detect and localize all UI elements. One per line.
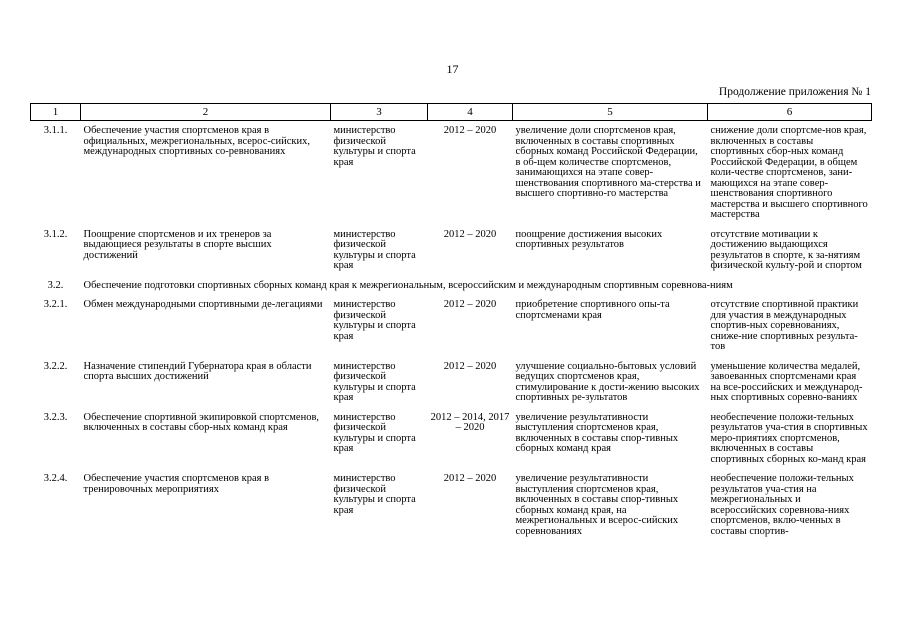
expected-result: увеличение результативности выступления спортсменов края, включенных в составы спор-тивных сборных команд края xyxy=(515,411,679,454)
column-header-3: 3 xyxy=(331,104,428,121)
measure-name: Обмен международными спортивными де-легациями xyxy=(83,299,323,310)
responsible-executor: министерство физической культуры и спорта края xyxy=(333,125,416,168)
row-number: 3.2.3. xyxy=(43,411,68,423)
row-number: 3.2.2. xyxy=(43,360,68,372)
table-row xyxy=(31,295,872,357)
table-row xyxy=(31,121,872,225)
non-implementation-consequence: снижение доли спортсме-нов края, включенных в составы спортивных сбор-ных команд Российской Федерации, в общем коли-честве спортсменов, зани-мающихся на этапе совер-шенствования спортивного мастерства и высшего спортивного мастерства xyxy=(710,125,868,220)
measure-name: Назначение стипендий Губернатора края в области спорта высших достижений xyxy=(83,360,312,382)
responsible-executor: министерство физической культуры и спорта края xyxy=(333,411,416,454)
appendix-continuation-label: Продолжение приложения № 1 xyxy=(718,86,871,98)
implementation-period: 2012 – 2020 xyxy=(443,228,497,240)
column-header-5: 5 xyxy=(513,104,708,121)
non-implementation-consequence: необеспечение положи-тельных результатов уча-стия на межрегиональных и всероссийских соревнова-ниях спортсменов, вклю-ченных в составы спортив- xyxy=(710,473,854,537)
row-number: 3.2.4. xyxy=(43,473,68,484)
implementation-period: 2012 – 2020 xyxy=(443,473,497,484)
implementation-period: 2012 – 2020 xyxy=(443,125,497,136)
column-header-6: 6 xyxy=(708,104,872,121)
expected-result: увеличение доли спортсменов края, включенных в составы спортивных сборных команд Российской Федерации, в об-щем количестве спортсменов, занимающихся на этапе совер-шенствования спортивного ма-стерства и высшего спортивно-го мастерства xyxy=(515,125,701,199)
table-row xyxy=(31,357,872,408)
non-implementation-consequence: отсутствие мотивации к достижению выдающихся результатов в спорте, к за-нятиям физической культу-рой и спортом xyxy=(710,228,862,271)
row-number: 3.2.1. xyxy=(43,299,68,310)
column-header-2: 2 xyxy=(81,104,331,121)
column-header-1: 1 xyxy=(31,104,81,121)
measure-name: Обеспечение спортивной экипировкой спортсменов, включенных в составы сбор-ных команд края xyxy=(83,411,320,433)
section-row xyxy=(31,276,872,296)
section-number: 3.2. xyxy=(47,279,64,291)
measure-name: Поощрение спортсменов и их тренеров за выдающиеся результаты в спорте высших достижений xyxy=(83,228,272,261)
implementation-period: 2012 – 2020 xyxy=(443,360,497,372)
measure-name: Обеспечение участия спортсменов края в тренировочных мероприятиях xyxy=(83,473,270,495)
expected-result: увеличение результативности выступления спортсменов края, включенных в составы спор-тивных сборных команд края, на межрегиональных и всерос-сийских соревнованиях xyxy=(515,473,679,537)
non-implementation-consequence: уменьшение количества медалей, завоеванных спортсменами края на все-российских и международ-ных спортивных соревно-ваниях xyxy=(710,360,863,403)
implementation-period: 2012 – 2020 xyxy=(443,299,497,310)
expected-result: улучшение социально-бытовых условий ведущих спортсменов края, стимулирование к дости-жению высоких спортивных ре-зультатов xyxy=(515,360,700,403)
responsible-executor: министерство физической культуры и спорта края xyxy=(333,299,416,342)
responsible-executor: министерство физической культуры и спорта края xyxy=(333,360,416,403)
non-implementation-consequence: необеспечение положи-тельных результатов уча-стия в спортивных меро-приятиях спортсменов, включенных в составы спортивных сборных ко-манд края xyxy=(710,411,868,465)
column-header-4: 4 xyxy=(428,104,513,121)
measure-name: Обеспечение участия спортсменов края в официальных, межрегиональных, всерос-сийских, международных спортивных со-ревнованиях xyxy=(83,125,311,157)
row-number: 3.1.1. xyxy=(43,125,68,136)
section-title: Обеспечение подготовки спортивных сборных команд края к межрегиональным, всероссийским и международным спортивным соревнова-ниям xyxy=(83,279,733,291)
responsible-executor: министерство физической культуры и спорта края xyxy=(333,228,416,271)
page-number: 17 xyxy=(446,62,459,76)
row-number: 3.1.2. xyxy=(43,228,68,240)
responsible-executor: министерство физической культуры и спорта края xyxy=(333,473,416,516)
program-measures-table xyxy=(30,103,872,541)
non-implementation-consequence: отсутствие спортивной практики для участия в международных спортив-ных соревнованиях, сниже-ние спортивных результа-тов xyxy=(710,299,859,352)
implementation-period: 2012 – 2014, 2017 – 2020 xyxy=(430,411,510,433)
expected-result: поощрение достижения высоких спортивных результатов xyxy=(515,228,663,250)
table-row xyxy=(31,469,872,541)
expected-result: приобретение спортивного опы-та спортсменами края xyxy=(515,299,670,321)
table-row xyxy=(31,408,872,470)
table-row xyxy=(31,225,872,276)
column-number-header-row xyxy=(31,104,872,121)
